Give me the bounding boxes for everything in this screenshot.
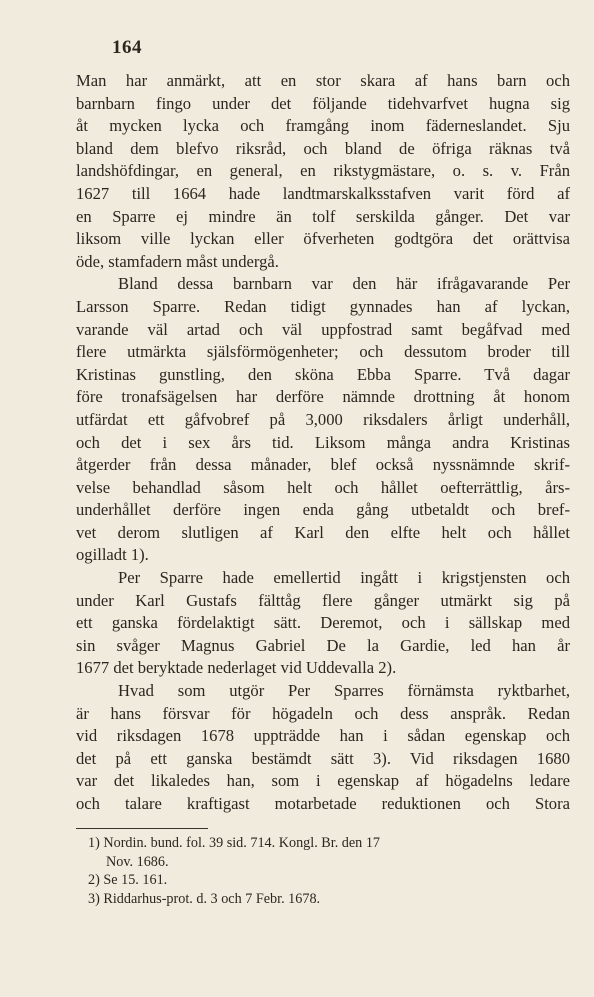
text-line: ogilladt 1).: [76, 545, 149, 565]
text-line: sin svåger Magnus Gabriel De la Gardie, led han år: [76, 635, 570, 655]
footnote-line: 1) Nordin. bund. fol. 39 sid. 714. Kongl. Br. den 17: [88, 835, 381, 851]
text-line: 1627 till 1664 hade landtmarskalksstafven varit förd af: [76, 183, 570, 203]
text-line: och talare kraftigast motarbetade reduktionen och Stora: [76, 794, 570, 813]
text-line: Bland dessa barnbarn var den här ifrågavarande Per: [118, 274, 570, 294]
text-line: underhållet derföre ingen enda gång utbetaldt och bref-: [76, 500, 570, 520]
text-line: 1677 det beryktade nederlaget vid Uddevalla 2).: [76, 658, 397, 678]
text-line: Man har anmärkt, att en stor skara af hans barn och: [76, 71, 570, 90]
text-line: Larsson Sparre. Redan tidigt gynnades han af lyckan,: [76, 296, 570, 316]
body-text: [76, 70, 570, 816]
text-line: liksom ville lyckan eller öfverheten godtgöra det orättvisa: [76, 229, 570, 249]
text-line: åtgerder från dessa månader, blef också nyssnämnde skrif-: [76, 455, 570, 475]
text-line: och det i sex års tid. Liksom många andra Kristinas: [76, 432, 570, 452]
text-line: en Sparre ej mindre än tolf serskilda gånger. Det var: [76, 206, 570, 226]
text-line: det på ett ganska bestämdt sätt 3). Vid riksdagen 1680: [76, 748, 570, 768]
footnote-line: Nov. 1686.: [106, 853, 169, 870]
text-line: Kristinas gunstling, den sköna Ebba Sparre. Två dagar: [76, 364, 570, 384]
page-number: 164: [112, 37, 142, 58]
text-line: bland dem blefvo riksråd, och bland de öfriga räknas två: [76, 138, 570, 158]
footnote-divider: [76, 828, 208, 829]
text-line: vid riksdagen 1678 uppträdde han i sådan egenskap och: [76, 726, 570, 746]
text-line: under Karl Gustafs fälttåg flere gånger utmärkt sig på: [76, 590, 570, 610]
footnote-line: 3) Riddarhus-prot. d. 3 och 7 Febr. 1678.: [88, 890, 321, 907]
text-line: vet derom slutligen af Karl den elfte helt och hållet: [76, 522, 570, 542]
text-line: varande väl artad och väl uppfostrad samt begåfvad med: [76, 319, 570, 339]
text-line: före tronafsägelsen har derföre nämnde drottning åt honom: [76, 387, 570, 407]
text-line: Per Sparre hade emellertid ingått i krigstjensten och: [118, 568, 570, 588]
text-line: ett ganska fördelaktigt sätt. Deremot, och i sällskap med: [76, 613, 570, 633]
text-line: velse behandlad såsom helt och hållet oefterrättlig, års-: [76, 477, 570, 497]
footnotes: [88, 834, 568, 908]
footnote-line: 2) Se 15. 161.: [88, 872, 168, 888]
text-line: var det likaledes han, som i egenskap af högadelns ledare: [76, 771, 570, 791]
text-line: landshöfdingar, en general, en rikstygmästare, o. s. v. Från: [76, 161, 570, 181]
text-line: åt mycken lycka och framgång inom fäderneslandet. Sju: [76, 116, 570, 136]
text-line: är hans försvar för högadeln och dess anspråk. Redan: [76, 703, 570, 723]
text-line: öde, stamfadern måst undergå.: [76, 251, 279, 271]
text-line: utfärdat ett gåfvobref på 3,000 riksdalers årligt underhåll,: [76, 409, 570, 429]
text-line: Hvad som utgör Per Sparres förnämsta ryktbarhet,: [118, 681, 570, 701]
text-line: barnbarn fingo under det följande tidehvarfvet hugna sig: [76, 93, 570, 113]
text-line: flere utmärkta själsförmögenheter; och dessutom broder till: [76, 342, 570, 362]
